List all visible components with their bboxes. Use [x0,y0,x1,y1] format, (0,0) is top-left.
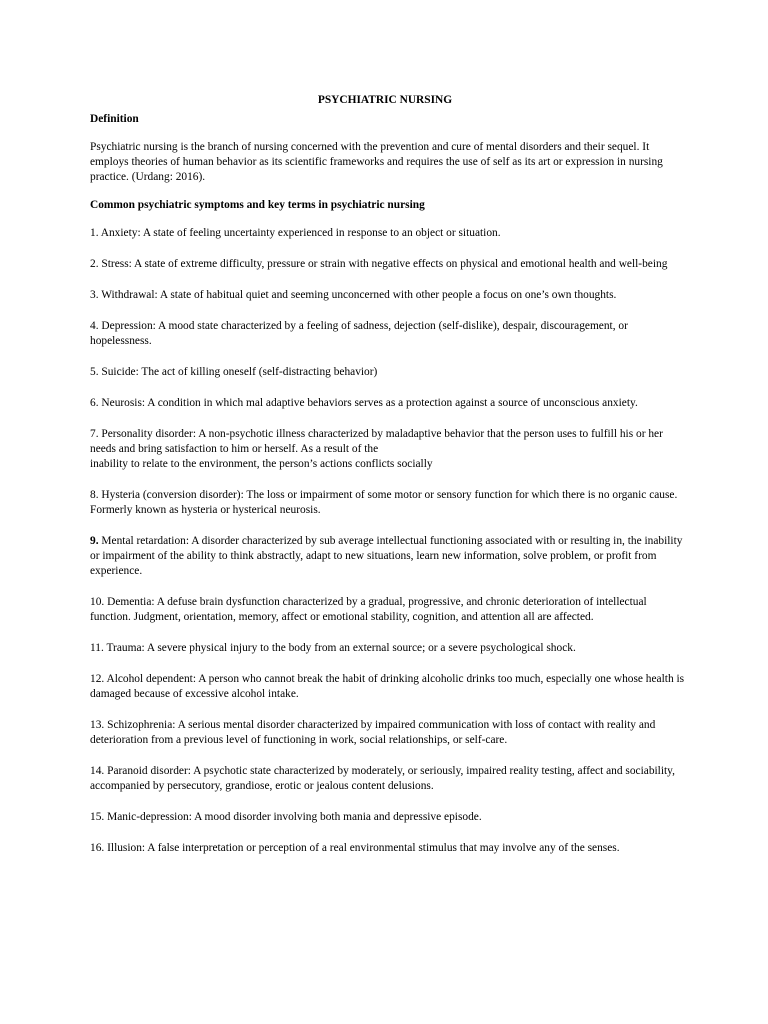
list-item [90,257,690,272]
item-text: Schizophrenia: A serious mental disorder characterized by impaired communication with loss of contact with reality and deterioration from a previous level of functioning in work, social relationships, or self-care. [90,719,656,746]
list-item [90,288,690,303]
item-number: 8. [90,489,99,501]
item-number: 2. [90,258,99,270]
item-text: Hysteria (conversion disorder): The loss or impairment of some motor or sensory function for which there is no organic cause. Formerly known as hysteria or hysterical neurosis. [90,489,678,516]
item-text: Personality disorder: A non-psychotic illness characterized by maladaptive behavior that the person uses to fulfill his or her needs and bring satisfaction to him or herself. As a result of the [90,428,663,455]
document-title: PSYCHIATRIC NURSING [317,94,453,106]
item-text: Dementia: A defuse brain dysfunction characterized by a gradual, progressive, and chronic deterioration of intellectual function. Judgment, orientation, memory, affect or emotional stability, cognition, and attention all are affected. [90,596,647,623]
item-number: 11. [90,642,104,654]
item-text: Neurosis: A condition in which mal adaptive behaviors serves as a protection against a source of unconscious anxiety. [101,397,638,409]
item-number: 7. [90,428,99,440]
item-text-continued: experience. [90,565,143,577]
list-item [90,718,690,748]
list-item [90,226,690,241]
list-item [90,488,690,518]
terms-list [90,226,690,856]
item-number: 3. [90,289,99,301]
list-item [90,841,690,856]
item-text: Alcohol dependent: A person who cannot break the habit of drinking alcoholic drinks too much, especially one whose health is damaged because of excessive alcohol intake. [90,673,685,700]
list-item [90,365,690,380]
list-item [90,534,690,579]
item-text: Suicide: The act of killing oneself (self-distracting behavior) [101,366,378,378]
item-number: 12. [90,673,105,685]
definition-text: Psychiatric nursing is the branch of nursing concerned with the prevention and cure of mental disorders and their sequel. It employs theories of human behavior as its scientific frameworks and requires the use of self as its art or expression in nursing practice. (Urdang: 2016). [90,141,663,183]
terms-heading: Common psychiatric symptoms and key terms in psychiatric nursing [90,199,425,211]
item-text: Paranoid disorder: A psychotic state characterized by moderately, or seriously, impaired reality testing, affect and sociability, accompanied by persecutory, grandiose, erotic or jealous content delusions. [90,765,675,792]
item-text: Anxiety: A state of feeling uncertainty experienced in response to an object or situation. [100,227,501,239]
document-content [90,93,690,872]
list-item [90,641,690,656]
item-text: Trauma: A severe physical injury to the body from an external source; or a severe psychological shock. [106,642,576,654]
item-text: Withdrawal: A state of habitual quiet and seeming unconcerned with other people a focus on one’s own thoughts. [101,289,617,301]
item-number: 9. [90,535,99,547]
item-text: Manic-depression: A mood disorder involving both mania and depressive episode. [107,811,482,823]
item-number: 10. [90,596,105,608]
item-text: Illusion: A false interpretation or perception of a real environmental stimulus that may involve any of the senses. [107,842,620,854]
item-text-continued: inability to relate to the environment, the person’s actions conflicts socially [90,458,433,470]
list-item [90,396,690,411]
list-item [90,427,690,472]
item-number: 5. [90,366,99,378]
item-number: 6. [90,397,99,409]
item-number: 16. [90,842,105,854]
list-item [90,595,690,625]
item-number: 4. [90,320,99,332]
list-item [90,810,690,825]
item-number: 13. [90,719,105,731]
list-item [90,764,690,794]
definition-heading: Definition [90,113,139,125]
item-number: 1. [90,227,99,239]
item-text: Mental retardation: A disorder characterized by sub average intellectual functioning associated with or resulting in, the inability or impairment of the ability to think abstractly, adapt to new situations, learn new information, solve problem, or profit from [90,535,683,562]
list-item [90,672,690,702]
item-number: 15. [90,811,105,823]
item-text: Depression: A mood state characterized by a feeling of sadness, dejection (self-dislike), despair, discouragement, or hopelessness. [90,320,628,347]
list-item [90,319,690,349]
item-number: 14. [90,765,105,777]
item-text: Stress: A state of extreme difficulty, pressure or strain with negative effects on physical and emotional health and well-being [101,258,668,270]
